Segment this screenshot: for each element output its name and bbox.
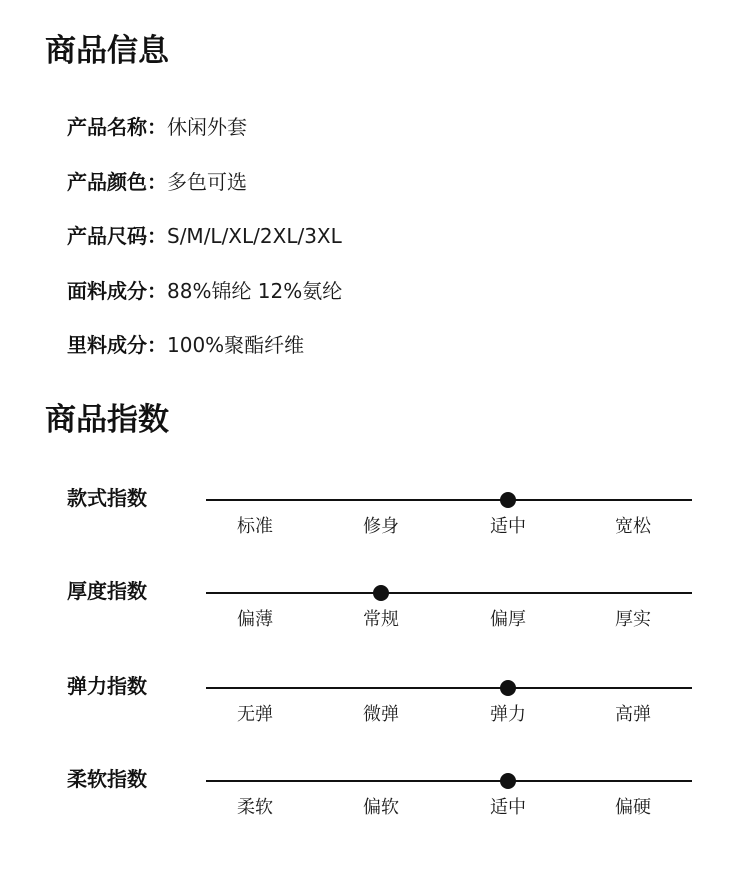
scale-option: 弹力 — [490, 704, 526, 725]
info-value: S/M/L/XL/2XL/3XL — [167, 224, 342, 248]
scale-option: 高弹 — [615, 704, 651, 725]
scale-option: 宽松 — [615, 516, 651, 537]
info-label: 面料成分： — [67, 278, 167, 303]
scale-line — [206, 499, 692, 501]
scale-indicator-dot — [373, 585, 389, 601]
info-row-name — [67, 112, 342, 167]
scale-option: 柔软 — [237, 797, 273, 818]
scale-option: 修身 — [363, 516, 399, 537]
scale-line — [206, 687, 692, 689]
scale-option: 偏软 — [363, 797, 399, 818]
scale-option: 偏硬 — [615, 797, 651, 818]
scale-option: 常规 — [363, 609, 399, 630]
info-label: 产品颜色： — [67, 169, 167, 194]
scale-indicator-dot — [500, 773, 516, 789]
info-label: 产品名称： — [67, 115, 167, 139]
index-row-style — [0, 483, 750, 553]
index-label: 弹力指数 — [67, 674, 147, 698]
scale-line — [206, 592, 692, 594]
scale-option: 厚实 — [615, 609, 651, 630]
info-row-lining — [67, 330, 342, 385]
scale-option: 偏厚 — [490, 609, 526, 630]
index-row-thickness — [0, 576, 750, 646]
scale-option: 适中 — [490, 516, 526, 537]
scale-option: 无弹 — [237, 704, 273, 725]
scale-option: 微弹 — [363, 704, 399, 725]
index-label: 厚度指数 — [67, 579, 147, 603]
info-row-color — [67, 167, 342, 222]
info-row-fabric — [67, 276, 342, 331]
scale-line — [206, 780, 692, 782]
info-value: 多色可选 — [167, 169, 247, 194]
info-value: 休闲外套 — [167, 115, 247, 139]
info-row-size — [67, 221, 342, 276]
product-info-title: 商品信息 — [45, 33, 169, 69]
product-index-title: 商品指数 — [45, 402, 169, 438]
info-value: 88%锦纶 12%氨纶 — [167, 278, 343, 303]
info-label: 里料成分： — [67, 333, 167, 357]
index-label: 款式指数 — [67, 486, 147, 510]
index-label: 柔软指数 — [67, 767, 147, 791]
scale-option: 适中 — [490, 797, 526, 818]
scale-option: 偏薄 — [237, 609, 273, 630]
product-info-list — [67, 112, 342, 385]
scale-indicator-dot — [500, 680, 516, 696]
index-row-elasticity — [0, 671, 750, 741]
index-row-softness — [0, 764, 750, 834]
scale-indicator-dot — [500, 492, 516, 508]
info-label: 产品尺码： — [67, 224, 167, 248]
scale-option: 标准 — [237, 516, 273, 537]
info-value: 100%聚酯纤维 — [167, 333, 305, 357]
